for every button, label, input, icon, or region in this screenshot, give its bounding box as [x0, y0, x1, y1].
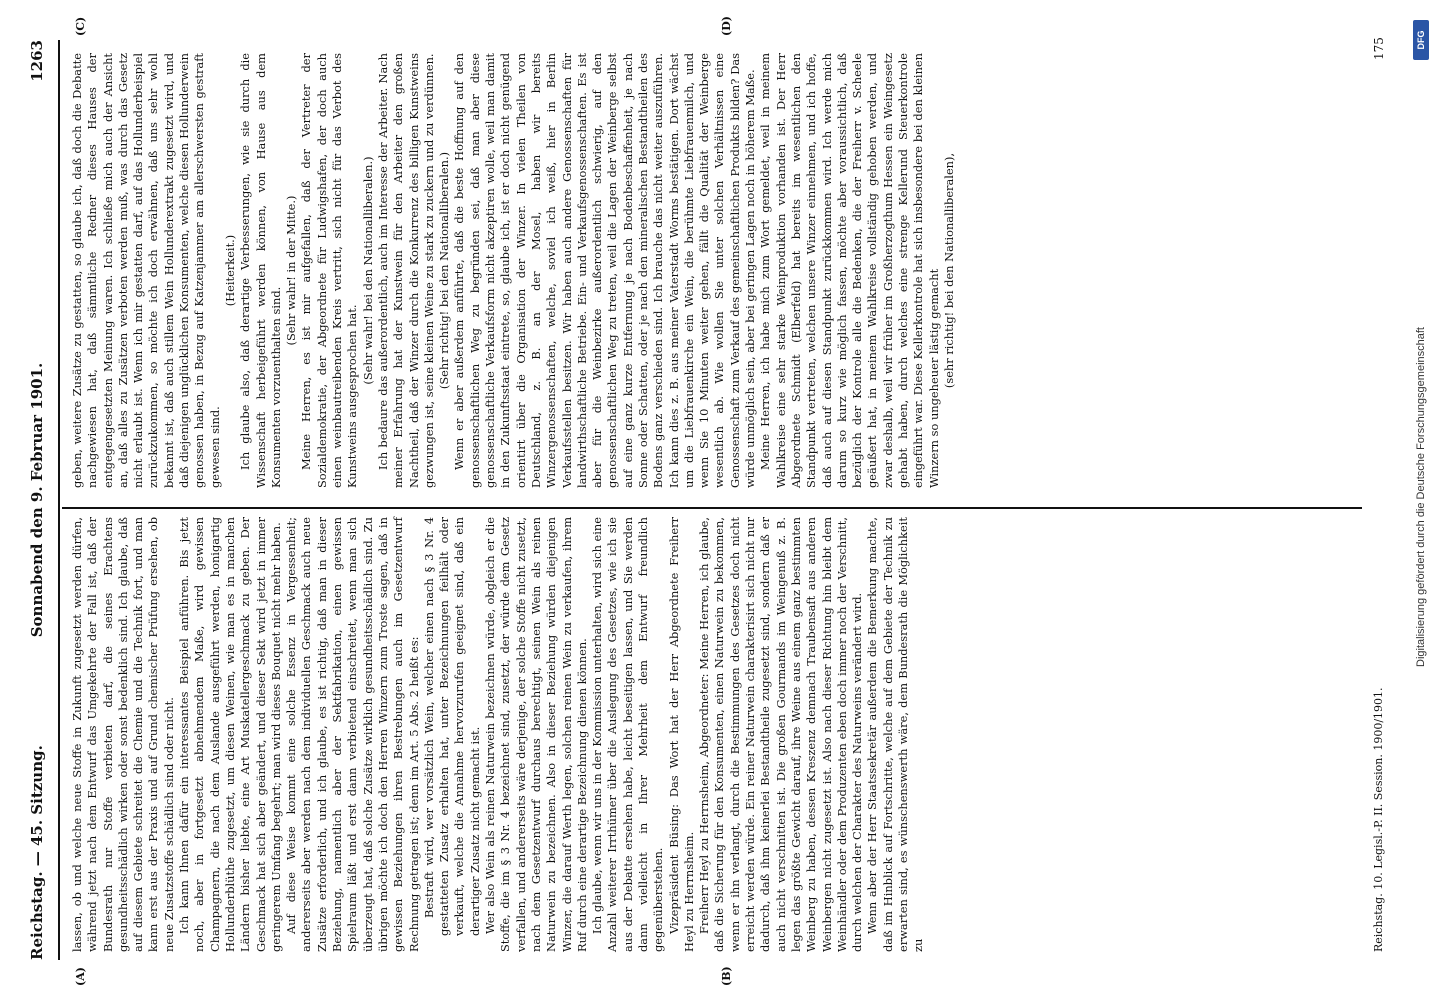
margin-marker-d: (D) — [720, 16, 733, 36]
paragraph: Wenn aber der Herr Staatssekretär außerdem die Bemerkung machte, daß im Hinblick auf Fortschritte, welche auf dem Gebiete der Technik zu erwarten sind, es wünschenswerth wäre, dem Bundesrath die Möglichkeit zu — [865, 517, 926, 952]
paragraph: Ich kann Ihnen dafür ein interessantes Beispiel anführen. Bis jetzt noch, aber in fortgesetzt abnehmendem Maße, wird gewissen Champagnern, die nach dem Auslande ausgeführt werden, honigartig Hollunderblüthe zugesetzt, um diesen Weinen, wie man es in manchen Ländern bisher liebte, eine Art Muskatellergeschmack zu geben. Der Geschmack hat sich aber geändert, und dieser Sekt wird jetzt in immer geringerem Umfang begehrt; man wird dieses Bouquet nicht mehr haben. — [177, 517, 283, 952]
paragraph: Wenn er aber außerdem anführte, daß die beste Hoffnung auf den genossenschaftlichen Weg zu begründen sei, daß man aber diese genossenschaftliche Verkaufsform nicht akzeptiren wolle, weil man damit in den Zukunftsstaat eintrete, so, glaube ich, ist er doch nicht genügend orientirt über die Organisation der Winzer. In vielen Theilen von Deutschland, z. B. an der Mosel, haben wir bereits Winzergenossenschaften, welche, soviel ich weiß, hier in Berlin Verkaufsstellen besitzen. Wir haben auch andere Genossenschaften für landwirthschaftliche Betriebe. Ein- und Verkaufsgenossenschaften. Es ist aber für die Weinbezirke außerordentlich schwierig, auf den genossenschaftlichen Weg zu treten, weil die Lagen der Weinberge selbst auf eine ganz kurze Entfernung je nach Bodenbeschaffenheit, je nach Sonne oder Schatten, oder je nach den mineralischen Bestandtheilen des Bodens ganz verschieden sind. Ich brauche das nicht weiter auszuführen. Ich kann dies z. B. aus meiner Vaterstadt Worms bestätigen. Dort wächst um die Liebfrauenkirche ein Wein, die berühmte Liebfrauenmilch, und wenn Sie 10 Minuten weiter gehen, fällt die Qualität der Weinberge wesentlich ab. Wie wollen Sie unter solchen Verhältnissen eine Genossenschaft zum Verkauf des gemeinschaftlichen Produkts bilden? Das würde unmöglich sein, aber bei geringen Lagen noch in höherem Maße. — [452, 53, 758, 488]
dfg-sidebar — [1412, 12, 1430, 982]
paragraph: Ich glaube, wenn wir uns in der Kommission unterhalten, wird sich eine Anzahl weiterer Irrthümer über die Auslegung des Gesetzes, wie ich sie aus der Debatte ersehen habe, leicht beseitigen lassen, und Sie werden dann vielleicht in Ihrer Mehrheit dem Entwurf freundlich gegenüberstehen. — [590, 517, 666, 952]
interjection: (Sehr wahr! bei den Nationalliberalen.) — [360, 156, 375, 385]
margin-marker-c: (C) — [74, 16, 87, 36]
margin-marker-a: (A) — [74, 967, 87, 986]
running-header — [20, 40, 52, 960]
paragraph: Ich glaube also, daß derartige Verbesserungen, wie sie durch die Wissenschaft herbeigeführt werden können, von Hause aus dem Konsumenten vorzuenthalten sind. — [238, 53, 283, 488]
speaker-turn: Vizepräsident Büsing: Das Wort hat der Herr Abgeordnete Freiherr Heyl zu Herrnsheim. — [666, 517, 696, 952]
paragraph: lassen, ob und welche neue Stoffe in Zukunft zugesetzt werden dürfen, während jetzt nach dem Entwurf das Umgekehrte der Fall ist, daß der Bundesrath nur Stoffe verbieten darf, die seines Erachtens gesundheitsschädlich wirken oder sonst bedenklich sind. Ich glaube, daß auf diesem Gebiete schreitet die Chemie und die Technik fort, und man kann erst aus der Praxis und auf Grund chemischer Prüfung ersehen, ob neue Zusatzstoffe schädlich sind oder nicht. — [70, 517, 176, 952]
interjection: (Sehr wahr! in der Mitte.) — [284, 195, 299, 346]
paragraph: Wer also Wein als reinen Naturwein bezeichnen würde, obgleich er die Stoffe, die im § 3 Nr. 4 bezeichnet sind, zusetzt, der würde dem Gesetz verfallen, und andererseits wäre derjenige, der solche Stoffe nicht zusetzt, nach dem Gesetzentwurf durchaus berechtigt, seinen Wein als reinen Naturwein zu bezeichnen. Also in dieser Beziehung würden diejenigen Winzer, die darauf Werth legen, solchen reinen Wein zu verkaufen, ihrem Ruf durch eine derartige Bezeichnung dienen können. — [483, 517, 589, 952]
paragraph: geben, weitere Zusätze zu gestatten, so glaube ich, daß doch die Debatte nachgewiesen hat, daß sämmtliche Redner dieses Hauses der entgegengesetzten Meinung waren. Ich schließe mich auch der Ansicht an, daß alles zu Zusätzen verboten werden muß, was durch das Gesetz nicht erlaubt ist. Wenn ich mir gestatten darf, auf das Hollunderbeispiel zurückzukommen, so möchte ich doch erwähnen, daß uns sehr wohl bekannt ist, daß auch stillem Wein Hollunderextrakt zugesetzt wird, und daß diejenigen unglücklichen Konsumenten, welche diesen Hollunderwein genossen haben, in Bezug auf Katzenjammer am allerschwersten gestraft gewesen sind. — [70, 53, 222, 488]
paragraph: Auf diese Weise kommt eine solche Essenz in Vergessenheit; andererseits aber werden nach dem individuellen Geschmack auch neue Zusätze erforderlich, und ich glaube, es ist richtig, daß man in dieser Beziehung, namentlich aber der Sektfabrikation, einen gewissen Spielraum läßt und erst dann verbietend einschreitet, wenn man sich überzeugt hat, daß solche Zusätze wirklich gesundheitsschädlich sind. Zu übrigen möchte ich doch den Herren Winzern zum Troste sagen, daß in gewissen Beziehungen ihren Bestrebungen auch im Gesetzentwurf Rechnung getragen ist; denn im Art. 5 Abs. 2 heißt es: — [284, 517, 421, 952]
header-date: Sonnabend den 9. Februar 1901. — [28, 362, 46, 638]
interjection: (Sehr richtig! bei den Nationalliberalen.) — [437, 151, 452, 390]
page-number: 1263 — [28, 40, 46, 82]
column-divider — [62, 507, 1362, 509]
interjection: (Heiterkeit.) — [222, 234, 237, 307]
left-column — [70, 517, 927, 952]
interjection: (sehr richtig! bei den Nationalliberalen), — [941, 152, 956, 389]
header-rule — [58, 40, 60, 960]
margin-marker-b: (B) — [720, 966, 733, 986]
paragraph: Meine Herren, ich habe mich zum Wort gemeldet, weil in meinem Wahlkreise eine sehr starke Weinproduktion vorhanden ist. Der Herr Abgeordnete Schmidt (Elberfeld) hat bereits im wesentlichen den Standpunkt vertreten, welchen unsere Winzer einnehmen, und ich hoffe, daß auch auf diesen Standpunkt zurückkommen wird. Ich werde mich darum so kurz wie möglich fassen, möchte aber voraussichtlich, daß bezüglich der Kontrole alle die Bedenken, die der Freiherr v. Scheele geäußert hat, in meinem Wahlkreise vollständig gehoben werden, und zwar deshalb, weil wir früher im Großherzogthum Hessen ein Weingesetz gehabt haben, durch welches eine strenge Kellerund Steuerkontrole eingeführt war. Diese Kellerkontrole hat sich insbesondere bei den kleinen Winzern so ungeheuer lästig gemacht — [758, 53, 941, 488]
paragraph: Freiherr Heyl zu Herrnsheim, Abgeordneter: Meine Herren, ich glaube, daß die Sicherung für den Konsumenten, einen Naturwein zu bekommen, wenn er ihn verlangt, durch die Bestimmungen des Gesetzes doch nicht erreicht werden würde. Ein reiner Naturwein charakterisirt sich nicht nur dadurch, daß ihm keinerlei Bestandtheile zugesetzt sind, sondern daß er auch nicht verschnitten ist. Die großen Gourmands im Weingenuß z. B. legen das größte Gewicht darauf, ihre Weine aus einem ganz bestimmten Weinberg zu haben, dessen Kreszenz demnach Traubensaft aus anderen Weinbergen nicht zugesetzt ist. Also nach dieser Richtung hin bleibt dem Weinhändler oder dem Produzenten eben doch immer noch der Verschnitt, durch welchen der Charakter des Naturweins verändert wird. — [697, 517, 865, 952]
digitization-credit: Digitalisierung gefördert durch die Deutsche Forschungsgemeinschaft — [1415, 327, 1427, 667]
right-column — [70, 53, 957, 488]
paragraph: Ich bedaure das außerordentlich, auch im Interesse der Arbeiter. Nach meiner Erfahrung hat der Kunstwein für den Arbeiter den großen Nachtheil, daß der Winzer durch die Konkurrenz des billigen Kunstweins gezwungen ist, seine kleinen Weine zu stark zu zuckern und zu verdünnen. — [375, 53, 436, 488]
dfg-logo-icon — [1413, 20, 1429, 60]
paragraph: Meine Herren, es ist mir aufgefallen, daß der Vertreter der Sozialdemokratie, der Abgeordnete für Ludwigshafen, der doch auch einen weinbautreibenden Kreis vertritt, sich nicht für das Verbot des Kunstweins ausgesprochen hat. — [299, 53, 360, 488]
header-left: Reichstag. — 45. Sitzung. — [28, 745, 46, 960]
dfg-badge-text: DFG — [1416, 30, 1426, 50]
quote: Bestraft wird, wer vorsätzlich Wein, welcher einen nach § 3 Nr. 4 gestatteten Zusatz erhalten hat, unter Bezeichnungen feilhält oder verkauft, welche die Annahme hervorzurufen geeignet sind, daß ein derartiger Zusatz nicht gemacht ist. — [421, 517, 482, 936]
footer-session: Reichstag. 10. Legisl.-P. II. Session. 1900/1901. — [1372, 687, 1385, 952]
sheet-number: 175 — [1372, 37, 1386, 60]
